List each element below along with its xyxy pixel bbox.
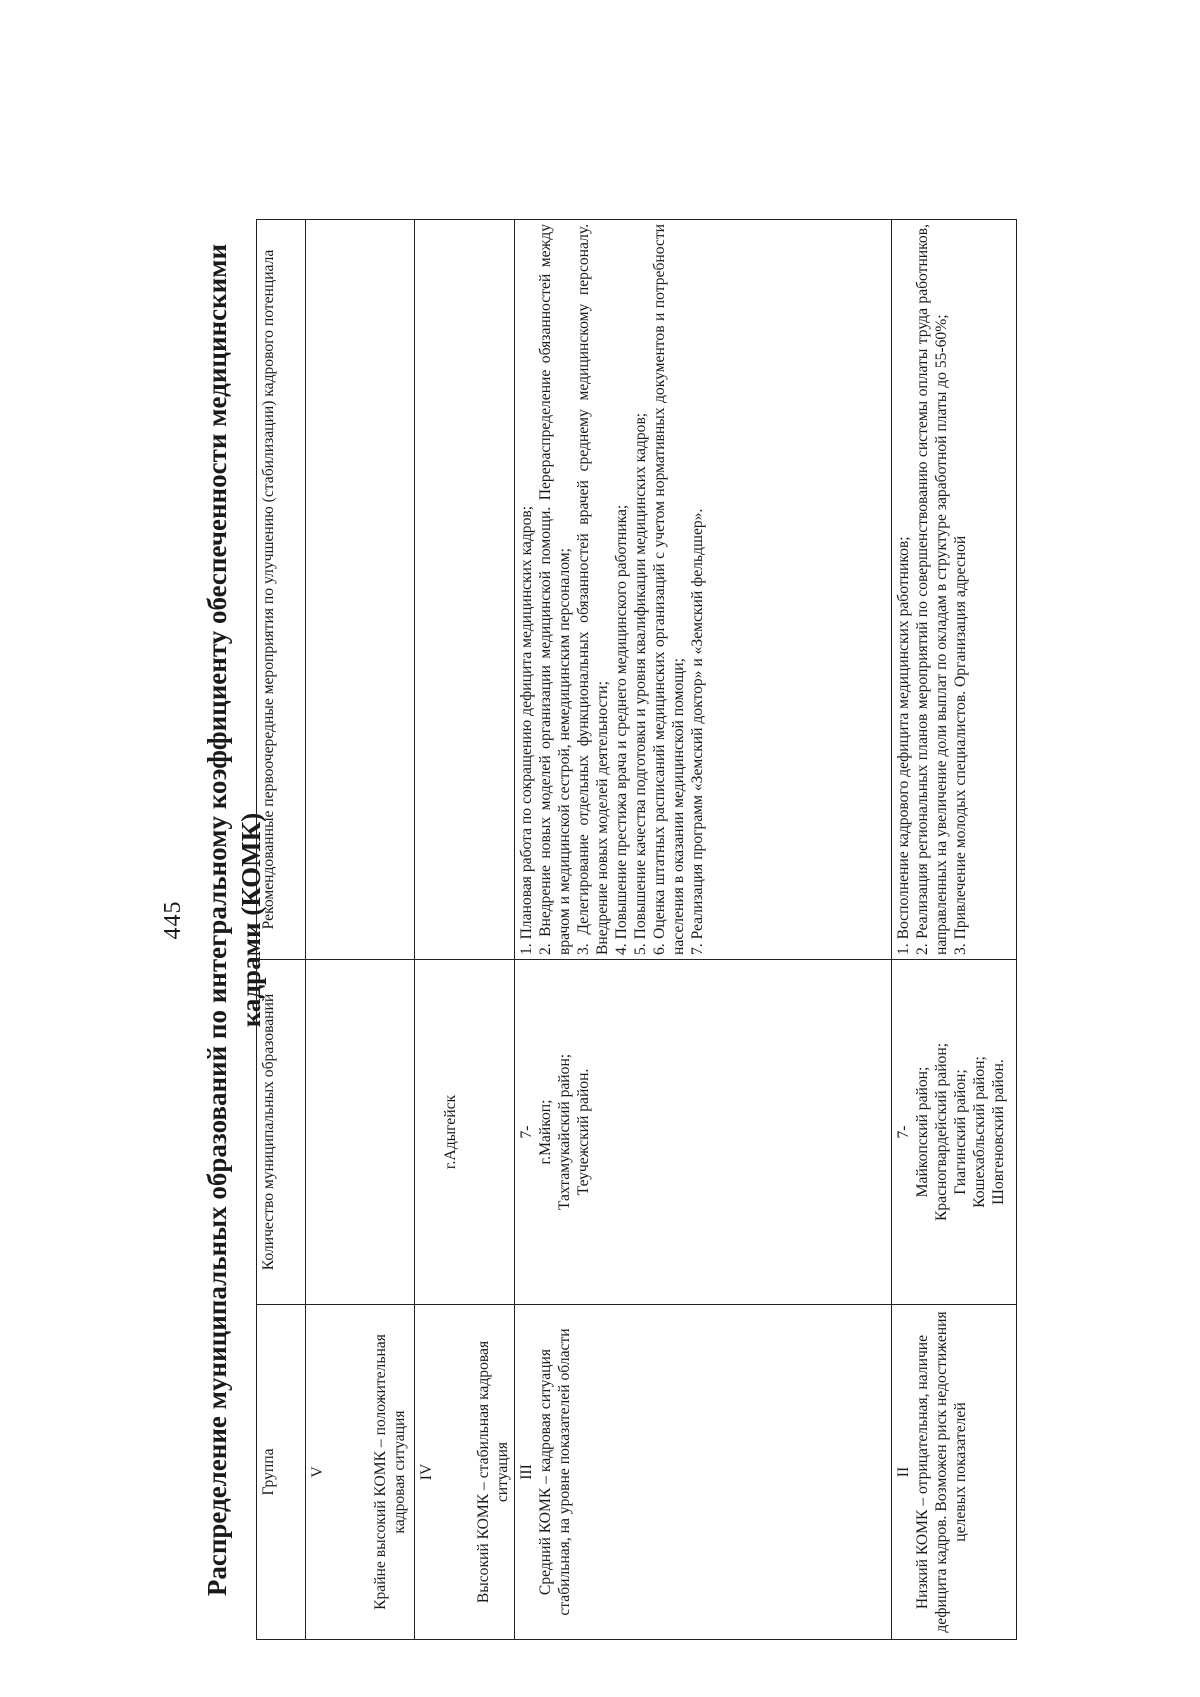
measures-cell (515, 220, 892, 960)
measures-cell (415, 220, 515, 960)
group-number: V (309, 1466, 326, 1478)
municipality-count: 7- (895, 1125, 912, 1139)
group-description: Высокий КОМК – стабильная кадровая ситуация (475, 1340, 511, 1604)
table-row (415, 220, 515, 1640)
table-header-row (257, 220, 306, 1640)
group-cell (515, 1305, 892, 1640)
municipality-count: 7- (518, 1125, 535, 1139)
group-description: Низкий КОМК – отрицательная, наличие дефицита кадров. Возможен риск недостижения целевых показателей (914, 1311, 969, 1633)
municipalities-cell (892, 960, 1017, 1305)
page-number: 445 (160, 900, 186, 940)
municipality-name: Кошехабльский район; (971, 1056, 988, 1208)
municipality-name: г.Майкоп; (537, 1099, 554, 1165)
table-row (892, 220, 1017, 1640)
municipality-name: Шовгеновский район. (990, 1059, 1007, 1205)
measures-cell (306, 220, 415, 960)
municipality-name: г.Адыгейск (442, 1094, 459, 1170)
measures-cell (892, 220, 1017, 960)
header-group: Группа (257, 1305, 306, 1640)
page-title: Распределение муниципальных образований по интегральному коэффициенту обеспеченности медицинскими кадрами (КОМК) (202, 243, 266, 1597)
header-count: Количество муниципальных образований (257, 960, 306, 1305)
measure-item: 1. Плановая работа по сокращению дефицита медицинских кадров; (518, 505, 535, 955)
group-number: III (518, 1464, 535, 1480)
municipalities-cell (306, 960, 415, 1305)
measure-item: 2. Внедрение новых моделей организации медицинской помощи. Перераспределение обязанностей между врачом и медицинской сестрой, немедицинским персоналом; (537, 224, 573, 955)
rotated-page (160, 180, 1060, 1660)
municipality-name: Тахтамукайский район; (556, 1053, 573, 1211)
group-description: Крайне высокий КОМК – положительная кадровая ситуация (372, 1334, 408, 1610)
measure-item: 7. Реализация программ «Земский доктор» и «Земский фельдшер». (689, 508, 706, 955)
measure-item: 5. Повышение качества подготовки и уровня квалификации медицинских кадров; (632, 412, 649, 955)
municipality-name: Гиагинский район; (952, 1069, 969, 1195)
table-row (515, 220, 892, 1640)
municipality-name: Теучежский район. (575, 1068, 592, 1196)
group-description: Средний КОМК – кадровая ситуация стабильная, на уровне показателей области (537, 1328, 573, 1616)
measure-item: 3. Привлечение молодых специалистов. Организация адресной (952, 535, 969, 955)
table-row (306, 220, 415, 1640)
municipalities-cell (515, 960, 892, 1305)
measure-item: 4. Повышение престижа врача и среднего медицинского работника; (613, 504, 630, 955)
group-number: IV (418, 1463, 435, 1481)
group-number: II (895, 1466, 912, 1478)
municipalities-cell (415, 960, 515, 1305)
municipality-name: Красногвардейский район; (933, 1042, 950, 1222)
group-cell (892, 1305, 1017, 1640)
header-measures: Рекомендованные первоочередные мероприятия по улучшению (стабилизации) кадрового потенциала (257, 220, 306, 960)
group-cell (306, 1305, 415, 1640)
group-cell (415, 1305, 515, 1640)
measure-item: 6. Оценка штатных расписаний медицинских организаций с учетом нормативных документов и потребности населения в оказании медицинской помощи; (651, 224, 687, 955)
measure-item: 1. Восполнение кадрового дефицита медицинских работников; (895, 536, 912, 955)
measure-item: 3. Делегирование отдельных функциональных обязанностей врачей среднему медицинскому персоналу. Внедрение новых моделей деятельности; (575, 224, 611, 955)
measure-item: 2. Реализация региональных планов мероприятий по совершенствованию системы оплаты труда работников, направленных на увеличение доли выплат по окладам в структуре заработной платы до 55-60%; (914, 224, 950, 955)
komk-table (256, 219, 1017, 1640)
municipality-name: Майкопский район; (914, 1066, 931, 1198)
